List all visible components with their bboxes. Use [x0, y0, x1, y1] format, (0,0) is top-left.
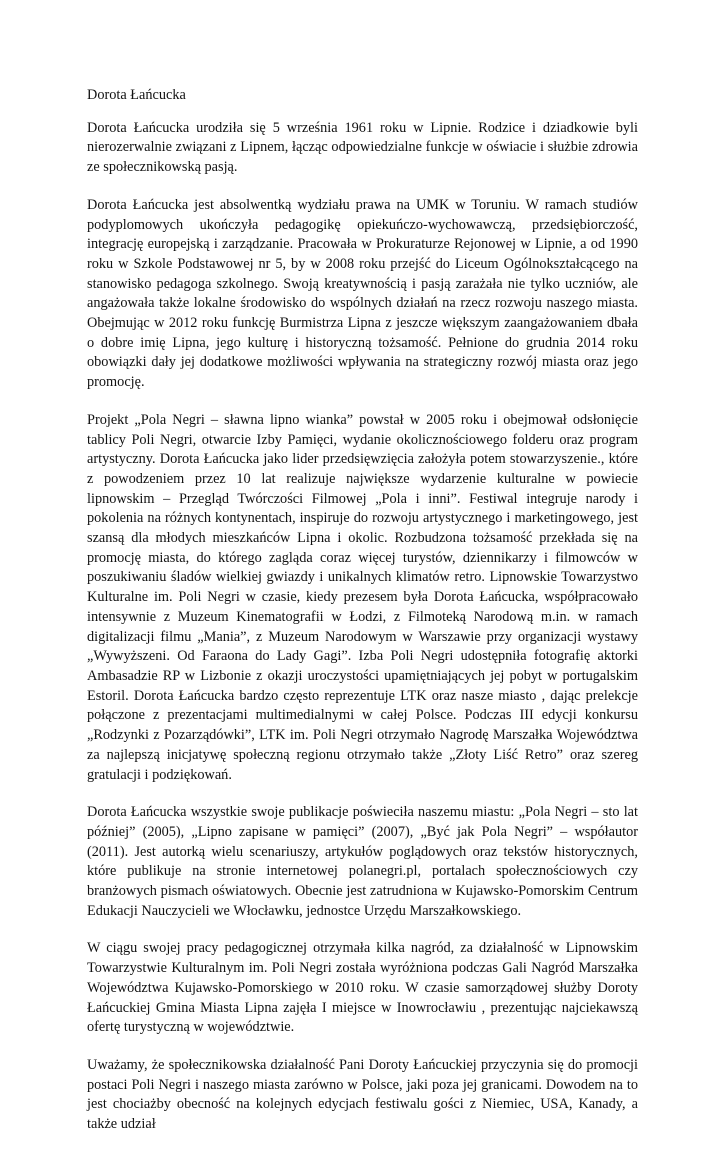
- document-body: [87, 86, 638, 1153]
- paragraph-summary: Uważamy, że społecznikowska działalność Pani Doroty Łańcuckiej przyczynia się do promocji postaci Poli Negri i naszego miasta zarówno w Polsce, jaki poza jej granicami. Dowodem na to jest chociażby obecność na kolejnych edycjach festiwalu gości z Niemiec, USA, Kanady, a także udział: [87, 1056, 638, 1133]
- paragraph-education-career: Dorota Łańcucka jest absolwentką wydziału prawa na UMK w Toruniu. W ramach studiów podyplomowych ukończyła pedagogikę opiekuńczo-wychowawczą, przedsiębiorczość, integrację europejską i zarządzanie. Pracowała w Prokuraturze Rejonowej w Lipnie, a od 1990 roku w Szkole Podstawowej nr 5, by w 2008 roku przejść do Liceum Ogólnokształcącego na stanowisko pedagoga szkolnego. Swoją kreatywnością i pasją zarażała nie tylko uczniów, ale angażowała także lokalne środowisko do wspólnych działań na rzecz rozwoju naszego miasta. Obejmując w 2012 roku funkcję Burmistrza Lipna z jeszcze większym zaangażowaniem dbała o dobre imię Lipna, jego kulturę i historyczną tożsamość. Pełnione do grudnia 2014 roku obowiązki dały jej dodatkowe możliwości wpływania na strategiczny rozwój miasta oraz jego promocję.: [87, 196, 638, 391]
- paragraph-awards: W ciągu swojej pracy pedagogicznej otrzymała kilka nagród, za działalność w Lipnowskim Towarzystwie Kulturalnym im. Poli Negri została wyróżniona podczas Gali Nagród Marszałka Województwa Kujawsko-Pomorskiego w 2010 roku. W czasie samorządowej służby Doroty Łańcuckiej Gmina Miasta Lipna zajęła I miejsce w Inowrocławiu , prezentując najciekawszą ofertę turystyczną w województwie.: [87, 940, 638, 1036]
- paragraph-pola-negri-project: Projekt „Pola Negri – sławna lipno wianka” powstał w 2005 roku i obejmował odsłonięcie tablicy Poli Negri, otwarcie Izby Pamięci, wydanie okolicznościowego folderu oraz program artystyczny. Dorota Łańcucka jako lider przedsięwzięcia założyła potem stowarzyszenie., które z powodzeniem przez 10 lat realizuje największe wydarzenie kulturalne w powiecie lipnowskim – Przegląd Twórczości Filmowej „Pola i inni”. Festiwal integruje narody i pokolenia na różnych kontynentach, inspiruje do rozwoju artystycznego i marketingowego, jest szansą dla młodych mieszkańców Lipna i okolic. Rozbudzona tożsamość przekłada się na promocję miasta, do którego zagląda coraz więcej turystów, dziennikarzy i filmowców w poszukiwaniu śladów wielkiej gwiazdy i unikalnych klimatów retro. Lipnowskie Towarzystwo Kulturalne im. Poli Negri w czasie, kiedy prezesem była Dorota Łańcucka, współpracowało intensywnie z Muzeum Kinematografii w Łodzi, z Filmoteką Narodową m.in. w ramach digitalizacji filmu „Mania”, z Muzeum Narodowym w Warszawie przy organizacji wystawy „Wywyższeni. Od Faraona do Lady Gagi”. Izba Poli Negri udostępniła fotografię aktorki Ambasadzie RP w Lizbonie z okazji uroczystości upamiętniających jej pobyt w portugalskim Estoril. Dorota Łańcucka bardzo często reprezentuje LTK oraz nasze miasto , dając prelekcje połączone z prezentacjami multimedialnymi w całej Polsce. Podczas III edycji konkursu „Rodzynki z Pozarządówki”, LTK im. Poli Negri otrzymało Nagrodę Marszałka Województwa za najlepszą inicjatywę społeczną regionu otrzymało także „Złoty Liść Retro” oraz szereg gratulacji i podziękowań.: [87, 411, 638, 783]
- paragraph-birth: Dorota Łańcucka urodziła się 5 września 1961 roku w Lipnie. Rodzice i dziadkowie byli nierozerwalnie związani z Lipnem, łącząc odpowiedzialne funkcje w oświacie i służbie zdrowia ze społecznikowską pasją.: [87, 119, 638, 176]
- paragraph-publications: Dorota Łańcucka wszystkie swoje publikacje poświeciła naszemu miastu: „Pola Negri – sto lat później” (2005), „Lipno zapisane w pamięci” (2007), „Być jak Pola Negri” – współautor (2011). Jest autorką wielu scenariuszy, artykułów poglądowych oraz tekstów historycznych, które publikuje na stronie internetowej polanegri.pl, portalach społecznościowych czy branżowych pismach oświatowych. Obecnie jest zatrudniona w Kujawsko-Pomorskim Centrum Edukacji Nauczycieli we Włocławku, jednostce Urzędu Marszałkowskiego.: [87, 804, 638, 919]
- document-title: Dorota Łańcucka: [87, 87, 186, 103]
